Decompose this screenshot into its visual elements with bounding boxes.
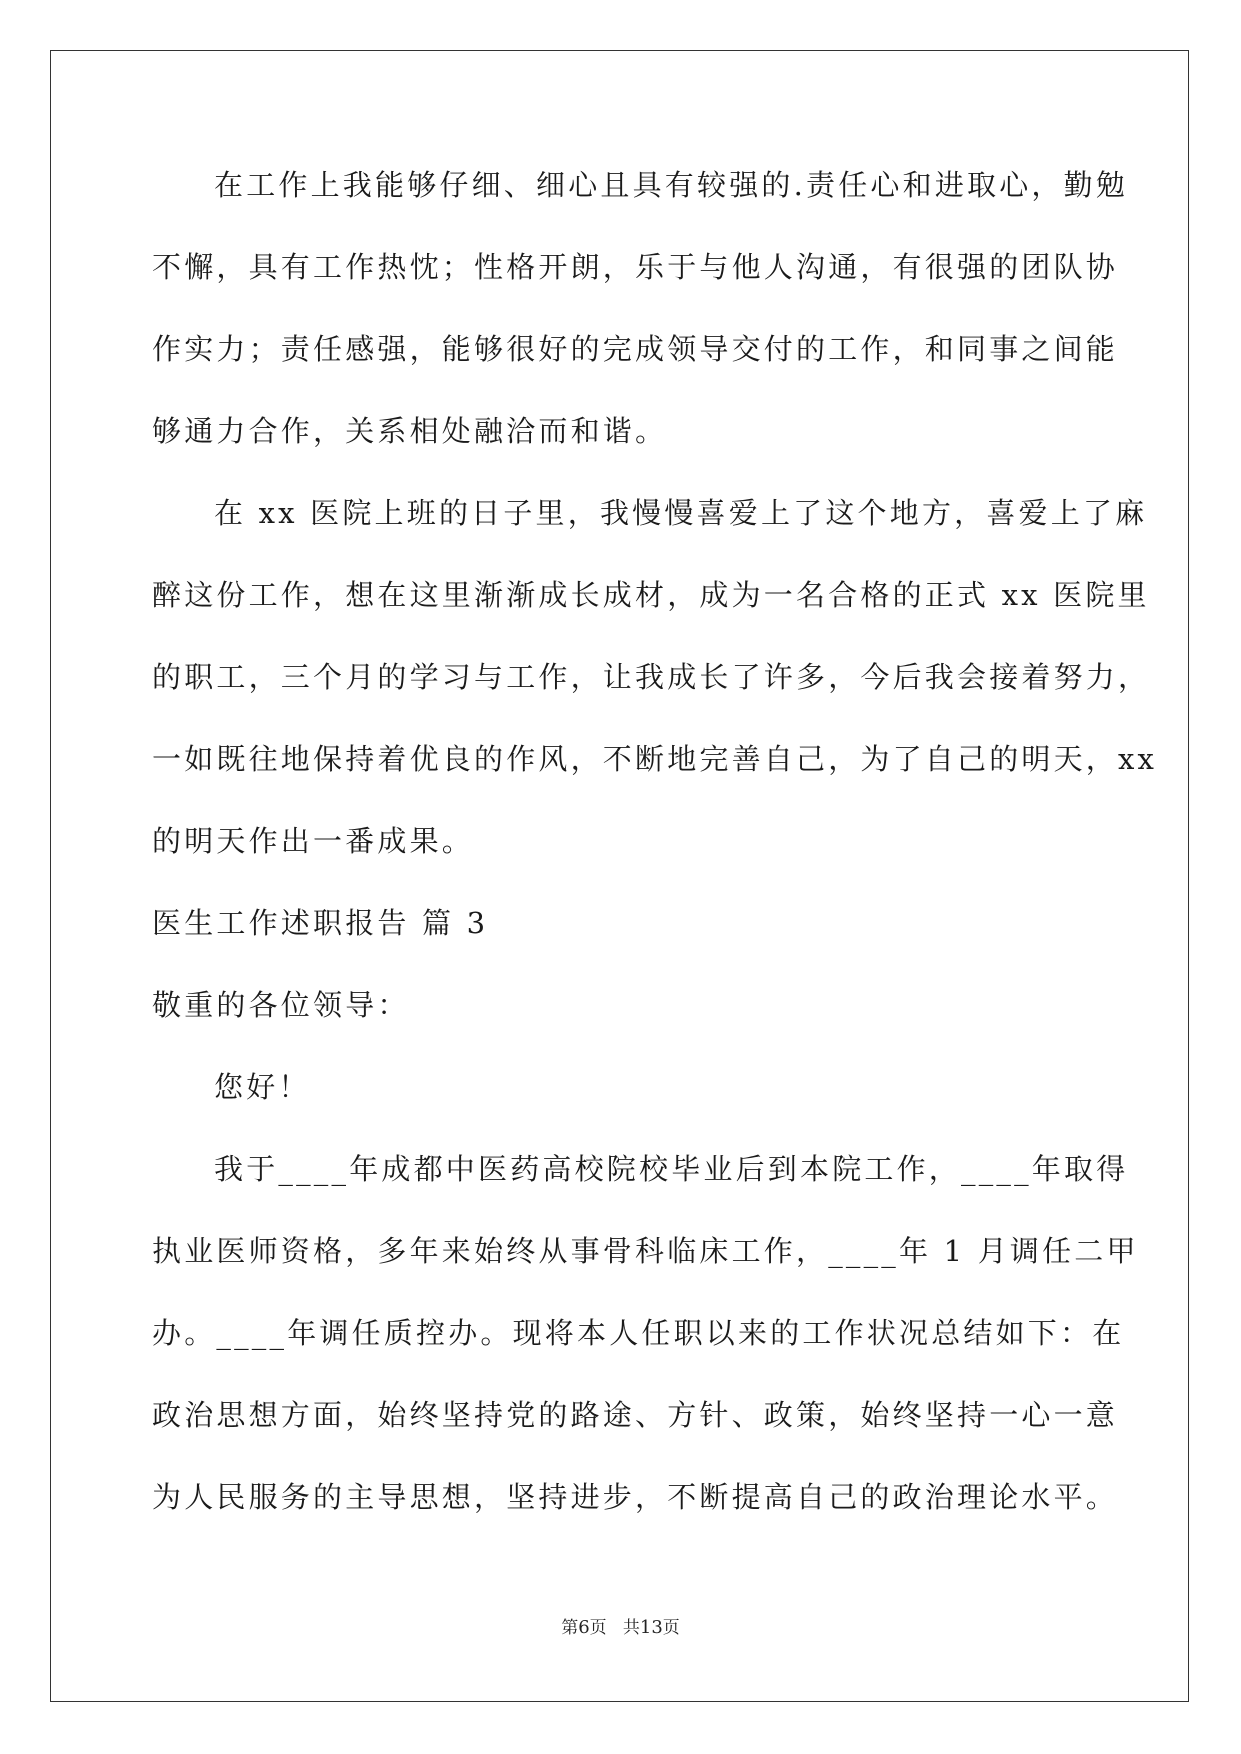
total-pages-number: 13 <box>639 1617 663 1638</box>
paragraph-line: 为人民服务的主导思想，坚持进步，不断提高自己的政治理论水平。 <box>152 1480 1119 1514</box>
total-pages-suffix: 页 <box>662 1618 680 1638</box>
paragraph-line: 够通力合作，关系相处融洽而和谐。 <box>152 414 668 448</box>
paragraph-line: 办。____年调任质控办。现将本人任职以来的工作状况总结如下：在 <box>152 1316 1125 1350</box>
total-pages-prefix: 共 <box>622 1618 640 1638</box>
paragraph-line: 的职工，三个月的学习与工作，让我成长了许多，今后我会接着努力， <box>152 660 1151 694</box>
paragraph-line: 不懈，具有工作热忱；性格开朗，乐于与他人沟通，有很强的团队协 <box>152 250 1119 284</box>
document-body <box>152 160 1158 1554</box>
salutation: 敬重的各位领导： <box>152 988 410 1022</box>
paragraph <box>152 488 1158 898</box>
greeting: 您好！ <box>214 1070 311 1104</box>
paragraph-line: 执业医师资格，多年来始终从事骨科临床工作，____年 1 月调任二甲 <box>152 1234 1139 1268</box>
paragraph-line: 的明天作出一番成果。 <box>152 824 475 858</box>
page-number-prefix: 第 <box>561 1618 579 1638</box>
current-page-number: 6 <box>578 1617 590 1638</box>
paragraph-line: 在工作上我能够仔细、细心且具有较强的.责任心和进取心，勤勉 <box>214 168 1129 202</box>
paragraph-line: 作实力；责任感强，能够很好的完成领导交付的工作，和同事之间能 <box>152 332 1119 366</box>
paragraph <box>152 160 1129 488</box>
section-title: 医生工作述职报告 篇 3 <box>152 906 489 940</box>
paragraph-line: 一如既往地保持着优良的作风，不断地完善自己，为了自己的明天，xx <box>152 742 1158 776</box>
paragraph-line: 醉这份工作，想在这里渐渐成长成材，成为一名合格的正式 xx 医院里 <box>152 578 1150 612</box>
page-footer <box>0 1616 1241 1640</box>
paragraph-line: 我于____年成都中医药高校院校毕业后到本院工作，____年取得 <box>214 1152 1129 1186</box>
paragraph-line: 政治思想方面，始终坚持党的路途、方针、政策，始终坚持一心一意 <box>152 1398 1119 1432</box>
page-number-suffix: 页 <box>589 1618 607 1638</box>
paragraph <box>152 1144 1139 1554</box>
paragraph-line: 在 xx 医院上班的日子里，我慢慢喜爱上了这个地方，喜爱上了麻 <box>214 496 1148 530</box>
